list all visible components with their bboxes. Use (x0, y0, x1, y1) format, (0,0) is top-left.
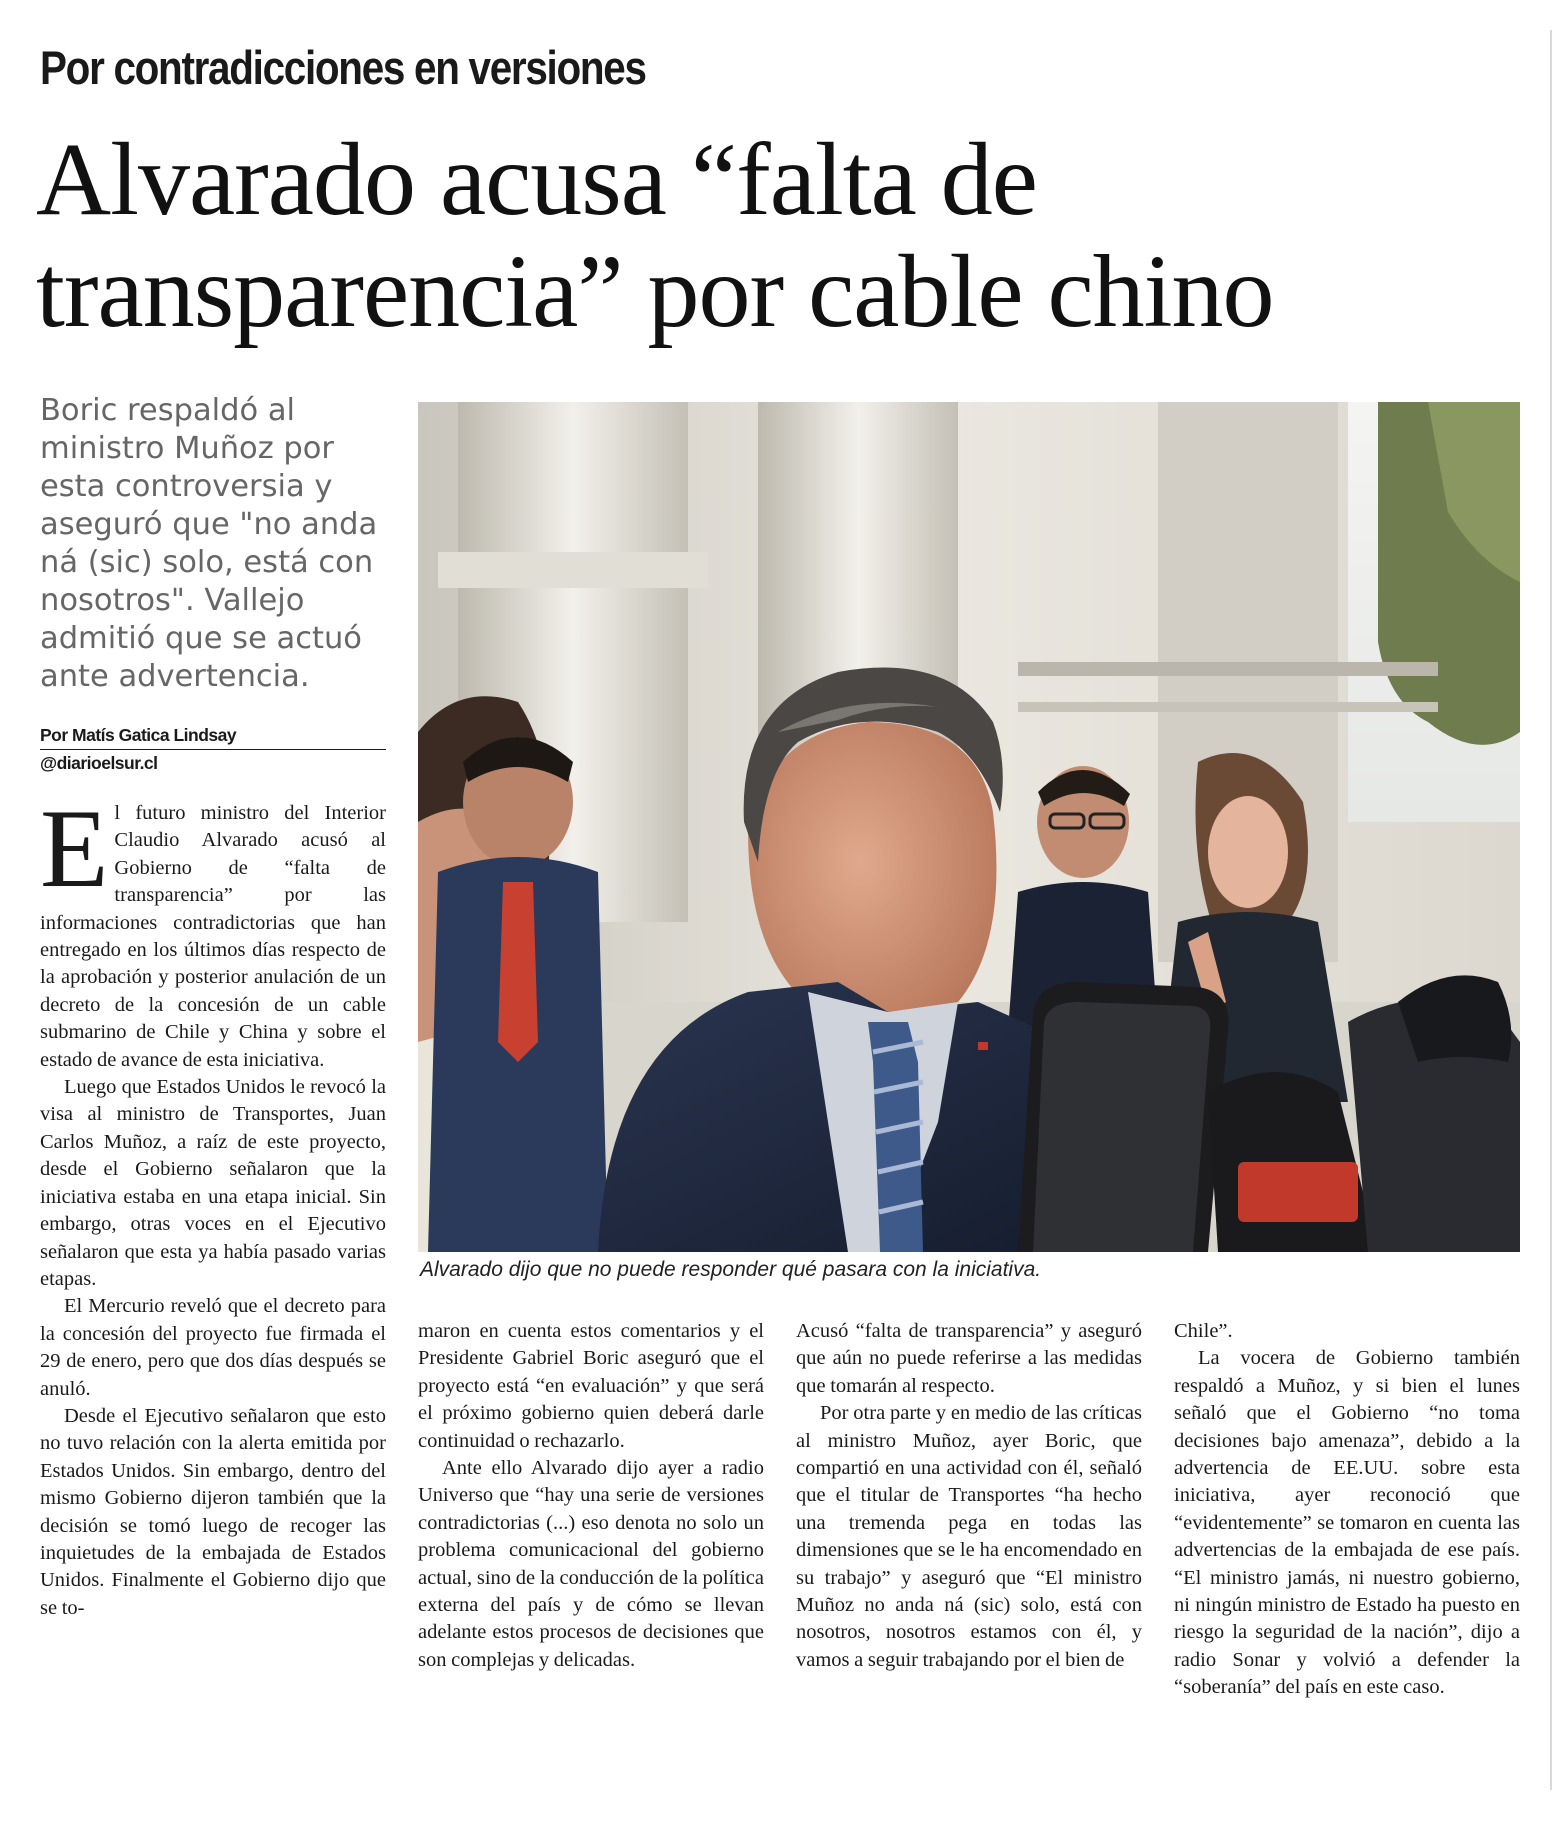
kicker: Por contradicciones en versiones (40, 41, 646, 94)
photo-illustration (418, 402, 1520, 1252)
paragraph: Desde el Ejecutivo señalaron que esto no tuvo relación con la alerta emitida por Estados Unidos. Sin embargo, dentro del mismo Gobierno dijeron también que la decisión se tomó luego de recoger las inquietudes de la embajada de Estados Unidos. Finalmente el Gobierno dijo que se to- (40, 1404, 386, 1619)
deck-line: admitió que se actuó (40, 621, 362, 656)
deck-summary (40, 392, 390, 696)
article-column-1 (40, 787, 386, 1622)
photo-caption: Alvarado dijo que no puede responder qué pasara con la iniciativa. (420, 1258, 1042, 1281)
byline (40, 722, 386, 776)
deck-line: Boric respaldó al (40, 393, 295, 428)
deck-line: ná (sic) solo, está con (40, 545, 374, 580)
headline (36, 124, 1536, 348)
paragraph: Chile”. (1174, 1320, 1233, 1342)
deck-line: ante advertencia. (40, 659, 310, 694)
paragraph: maron en cuenta estos comentarios y el Presidente Gabriel Boric aseguró que el proyecto está “en evaluación” y que será el próximo gobierno quien deberá darle continuidad o rechazarlo. (418, 1320, 764, 1452)
headline-line-2: transparencia” por cable chino (36, 234, 1274, 349)
article-column-2 (418, 1318, 764, 1674)
deck-line: ministro Muñoz por (40, 431, 334, 466)
journalist-face (1208, 796, 1288, 908)
deck-line: aseguró que "no anda (40, 507, 378, 542)
bystander-left-tie (498, 882, 538, 1062)
page-edge-rule (1550, 30, 1552, 1790)
headline-line-1: Alvarado acusa “falta de (36, 122, 1037, 237)
author-handle: @diarioelsur.cl (40, 753, 158, 773)
lapel-pin (978, 1042, 988, 1050)
paragraph: Luego que Estados Unidos le revocó la visa al ministro de Transportes, Juan Carlos Muñoz, a raíz de este proyecto, desde el Gobierno señalaron que la iniciativa estaba en una etapa inicial. Sin embargo, otras voces en el Ejecutivo señalaron que esta ya había pasado varias etapas. (40, 1076, 386, 1290)
article-photo (418, 402, 1520, 1252)
article-column-4 (1174, 1318, 1520, 1702)
paragraph: El Mercurio reveló que el decreto para la concesión del proyecto fue firmada el 29 de enero, pero que dos días después se anuló. (40, 1295, 386, 1400)
microphone-tag (1238, 1162, 1358, 1222)
paragraph: l futuro ministro del Interior Claudio Alvarado acusó al Gobierno de “falta de transparencia” por las informaciones contradictorias que han entregado en los últimos días respecto de la aprobación y posterior anulación de un decreto de la concesión de un cable submarino de Chile y China y sobre el estado de avance de esta iniciativa. (40, 802, 386, 1071)
deck-line: nosotros". Vallejo (40, 583, 305, 618)
deck-line: esta controversia y (40, 469, 333, 504)
paragraph: Acusó “falta de transparencia” y aseguró que aún no puede referirse a las medidas que tomarán al respecto. (796, 1320, 1142, 1397)
paragraph: La vocera de Gobierno también respaldó a Muñoz, y si bien el lunes señaló que el Gobierno “no toma decisiones bajo amenaza”, debido a la advertencia de EE.UU. sobre esta iniciativa, ayer reconoció que “evidentemente” se tomaron en cuenta las advertencias de la embajada de ese país. “El ministro jamás, ni nuestro gobierno, ni ningún ministro de Estado ha puesto en riesgo la seguridad de la nación”, dijo a radio Sonar y volvió a defender la “soberanía” del país en este caso. (1174, 1347, 1520, 1699)
drop-cap: E (40, 787, 109, 911)
paragraph: Ante ello Alvarado dijo ayer a radio Universo que “hay una serie de versiones contradictorias (...) eso denota no solo un problema comunicacional del gobierno actual, sino de la conducción de la política externa del país y de cómo se llevan adelante estos procesos de decisiones que son complejas y delicadas. (418, 1457, 764, 1671)
author-name: Por Matís Gatica Lindsay (40, 722, 386, 750)
article-column-3 (796, 1318, 1142, 1674)
paragraph: Por otra parte y en medio de las críticas al ministro Muñoz, ayer Boric, que compartió en una actividad con él, señaló que el titular de Transportes “ha hecho una tremenda pega en todas las dimensiones que se le ha encomendado en su trabajo” y aseguró que “El ministro Muñoz no anda ná (sic) solo, está con nosotros, nosotros estamos con él, y vamos a seguir trabajando por el bien de (796, 1402, 1142, 1671)
